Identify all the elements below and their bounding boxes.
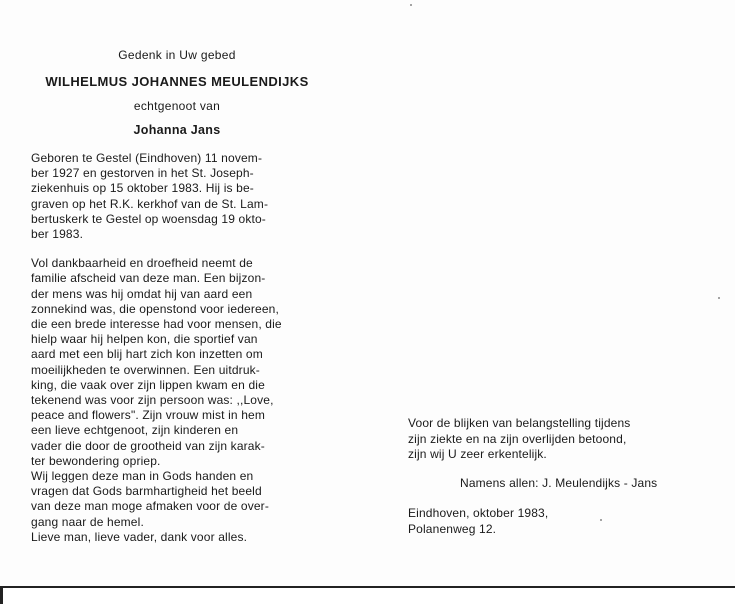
page-edge bbox=[0, 586, 735, 606]
tribute-line: die een brede interesse had voor mensen, die bbox=[31, 317, 282, 332]
tribute-line: vader die door de grootheid van zijn karak- bbox=[31, 438, 265, 453]
bio-line: ziekenhuis op 15 oktober 1983. Hij is be- bbox=[31, 181, 254, 196]
intro-text: Gedenk in Uw gebed bbox=[118, 48, 236, 62]
signature-line: Namens allen: J. Meulendijks - Jans bbox=[460, 475, 658, 490]
bio-line: Geboren te Gestel (Eindhoven) 11 novem- bbox=[31, 151, 263, 165]
tribute-line: Lieve man, lieve vader, dank voor alles. bbox=[31, 529, 248, 544]
tribute-line: king, die vaak over zijn lippen kwam en die bbox=[31, 377, 265, 392]
tribute-paragraph bbox=[31, 256, 323, 545]
tribute-line: familie afscheid van deze man. Een bijzon- bbox=[31, 271, 266, 286]
bio-line: ber 1983. bbox=[31, 227, 84, 242]
tribute-line: vragen dat Gods barmhartigheid het beeld bbox=[31, 484, 262, 499]
tribute-line: moeilijkheden te overwinnen. Een uitdruk- bbox=[31, 362, 260, 377]
biography-paragraph bbox=[31, 151, 323, 242]
tribute-line: tekenend was voor zijn persoon was: ,,Love, bbox=[31, 393, 274, 408]
paragraph-gap bbox=[31, 242, 323, 256]
place-date: Eindhoven, oktober 1983, bbox=[408, 506, 549, 520]
spouse-name: Johanna Jans bbox=[133, 123, 221, 137]
tribute-line: Wij leggen deze man in Gods handen en bbox=[31, 469, 254, 484]
bio-line: ber 1927 en gestorven in het St. Joseph- bbox=[31, 166, 254, 181]
deceased-name: WILHELMUS JOHANNES MEULENDIJKS bbox=[45, 74, 309, 89]
spouse-intro-text: echtgenoot van bbox=[133, 99, 221, 113]
scan-speck bbox=[718, 297, 720, 299]
tribute-line: van deze man moge afmaken voor de over- bbox=[31, 499, 269, 514]
tribute-line: der mens was hij omdat hij van aard een bbox=[31, 286, 253, 301]
tribute-line: hielp waar hij helpen kon, die sportief van bbox=[31, 332, 258, 347]
thanks-line: Voor de blijken van belangstelling tijdens bbox=[408, 416, 631, 430]
left-column bbox=[31, 48, 323, 545]
tribute-line: aard met een blij hart zich kon inzetten om bbox=[31, 347, 263, 362]
bio-line: bertuskerk te Gestel op woensdag 19 okto- bbox=[31, 211, 266, 226]
tribute-line: peace and flowers". Zijn vrouw mist in hem bbox=[31, 408, 265, 423]
scan-speck bbox=[600, 519, 602, 521]
tribute-line: ter bewondering opriep. bbox=[31, 453, 161, 468]
thanks-paragraph bbox=[408, 416, 698, 463]
bio-line: graven op het R.K. kerkhof van de St. Lam- bbox=[31, 196, 269, 211]
thanks-line: zijn ziekte en na zijn overlijden betoond, bbox=[408, 431, 627, 446]
scan-speck bbox=[410, 4, 412, 6]
right-column bbox=[408, 416, 698, 537]
address: Polanenweg 12. bbox=[408, 521, 497, 536]
thanks-line: zijn wij U zeer erkentelijk. bbox=[408, 447, 547, 461]
tribute-line: een lieve echtgenoot, zijn kinderen en bbox=[31, 423, 239, 438]
tribute-line: gang naar de hemel. bbox=[31, 514, 144, 529]
tribute-line: Vol dankbaarheid en droefheid neemt de bbox=[31, 256, 253, 271]
page-edge-corner bbox=[0, 586, 3, 604]
tribute-line: zonnekind was, die openstond voor iedereen, bbox=[31, 301, 279, 316]
